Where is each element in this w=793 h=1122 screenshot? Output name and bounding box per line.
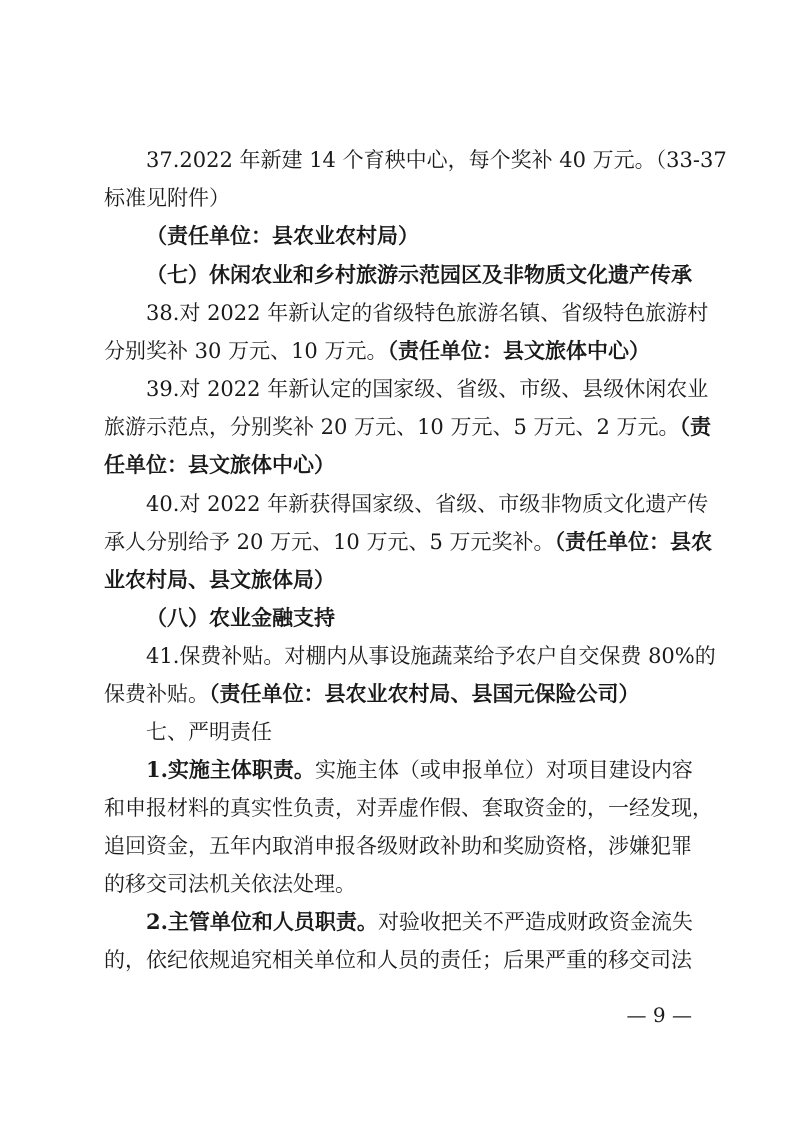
item-41-text: 保费补贴。 <box>104 682 209 706</box>
item-40-responsible-start: （责任单位：县农 <box>554 529 713 554</box>
item-40-text: 承人分别给予 20 万元、10 万元、5 万元奖补。 <box>104 530 555 554</box>
item-40-line-1: 40.对 2022 年新获得国家级、省级、市级非物质文化遗产传 <box>146 492 709 516</box>
chapter-7-heading: 七、严明责任 <box>146 720 272 744</box>
item-41-line-2 <box>104 676 694 712</box>
duty-2-line-1 <box>146 904 694 940</box>
item-39-line-1: 39.对 2022 年新认定的国家级、省级、市级、县级休闲农业 <box>146 377 709 401</box>
item-41-responsible: （责任单位：县农业农村局、县国元保险公司） <box>209 681 640 706</box>
item-39-line-3: 任单位：县文旅体中心） <box>104 452 335 477</box>
section-7-heading: （七）休闲农业和乡村旅游示范园区及非物质文化遗产传承 <box>146 262 692 287</box>
duty-2-line-2: 的，依纪依规追究相关单位和人员的责任；后果严重的移交司法 <box>104 948 692 972</box>
item-37-line-2: 标准见附件） <box>104 186 230 210</box>
item-39-responsible-start: （责 <box>679 414 712 439</box>
duty-1-line-2: 和申报材料的真实性负责，对弄虚作假、套取资金的，一经发现， <box>104 796 713 820</box>
duty-2-label: 2.主管单位和人员职责。 <box>146 909 378 934</box>
duty-1-line-3: 追回资金，五年内取消申报各级财政补助和奖励资格，涉嫌犯罪 <box>104 834 692 858</box>
duty-2-text: 对验收把关不严造成财政资金流失 <box>377 910 693 934</box>
item-40-line-3: 业农村局、县文旅体局） <box>104 567 335 592</box>
page-number: — 9 — <box>626 1003 692 1027</box>
item-37-responsible: （责任单位：县农业农村局） <box>146 223 419 248</box>
item-39-line-2 <box>104 409 712 445</box>
item-40-line-2 <box>104 524 713 560</box>
duty-1-line-4: 的移交司法机关依法处理。 <box>104 872 356 896</box>
duty-1-line-1 <box>146 752 694 788</box>
item-38-line-2 <box>104 333 694 369</box>
duty-1-label: 1.实施主体职责。 <box>146 757 315 782</box>
item-38-text: 分别奖补 30 万元、10 万元。 <box>104 339 388 363</box>
item-41-line-1: 41.保费补贴。对棚内从事设施蔬菜给予农户自交保费 80%的 <box>146 644 716 668</box>
section-8-heading: （八）农业金融支持 <box>146 605 335 630</box>
duty-1-text: 实施主体（或申报单位）对项目建设内容 <box>314 758 693 782</box>
item-38-responsible: （责任单位：县文旅体中心） <box>387 338 650 363</box>
item-37-line-1: 37.2022 年新建 14 个育秧中心，每个奖补 40 万元。（33-37 <box>146 148 727 172</box>
item-38-line-1: 38.对 2022 年新认定的省级特色旅游名镇、省级特色旅游村 <box>146 301 709 325</box>
item-39-text: 旅游示范点，分别奖补 20 万元、10 万元、5 万元、2 万元。 <box>104 415 680 439</box>
